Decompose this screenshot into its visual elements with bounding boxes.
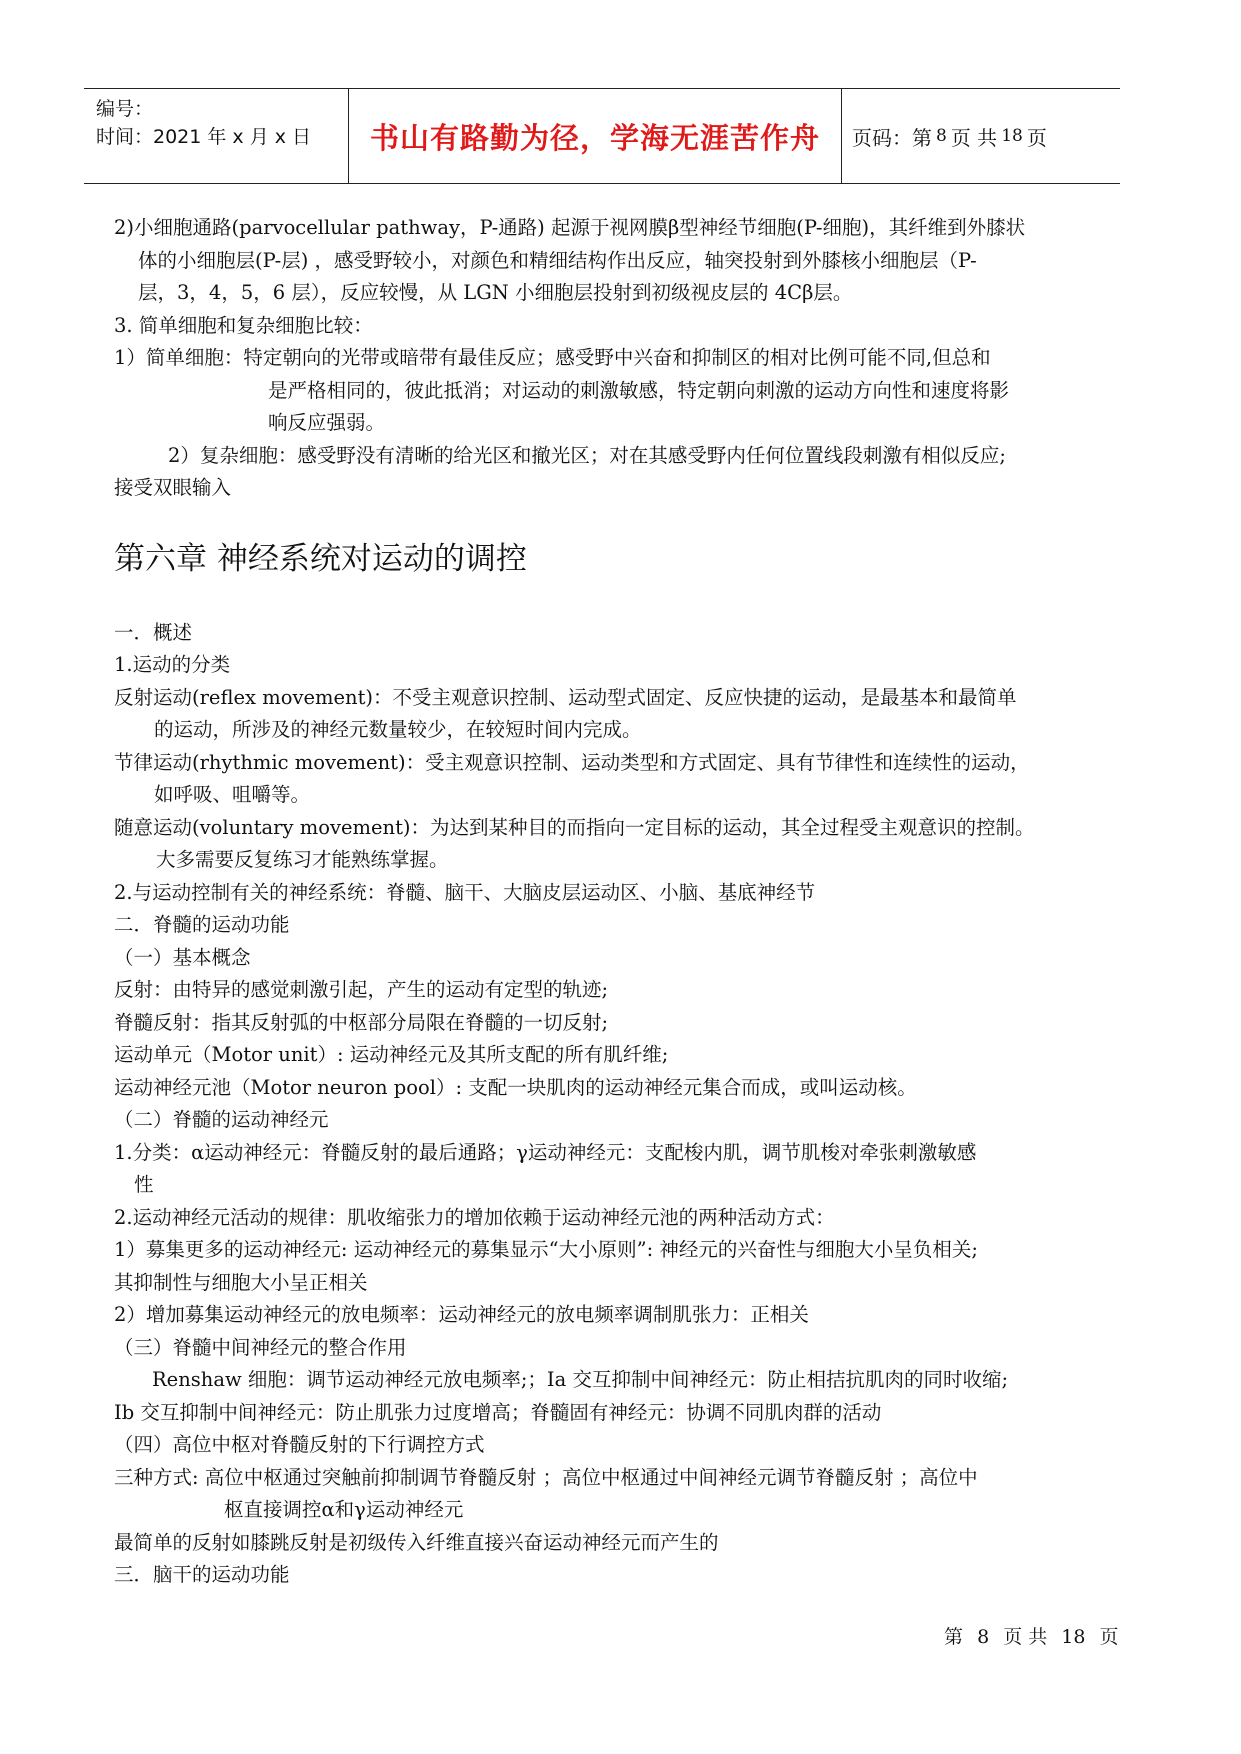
text-line: 2)小细胞通路(parvocellular pathway，P-通路) 起源于视网膜β型神经节细胞(P-细胞)，其纤维到外膝状 <box>114 216 1026 239</box>
subsection-heading: （三）脊髓中间神经元的整合作用 <box>114 1335 407 1359</box>
text-line: 如呼吸、咀嚼等。 <box>154 783 311 806</box>
header-page-suffix: 页 <box>1026 125 1047 150</box>
text-line: 的运动，所涉及的神经元数量较少，在较短时间内完成。 <box>154 718 642 741</box>
text-line: 大多需要反复练习才能熟练掌握。 <box>156 848 449 871</box>
section-heading: 一．概述 <box>114 620 193 644</box>
text-line: 运动神经元池（Motor neuron pool）: 支配一块肌肉的运动神经元集合而成，或叫运动核。 <box>114 1075 917 1099</box>
footer-page-number: 8 <box>977 1626 990 1648</box>
section-heading: 三．脑干的运动功能 <box>114 1563 290 1586</box>
text-line: 三种方式: 高位中枢通过突触前抑制调节脊髓反射 ；高位中枢通过中间神经元调节脊髓反射 ；高位中 <box>114 1465 978 1489</box>
header-page-total: 18 <box>1001 126 1023 146</box>
text-line: 1）简单细胞：特定朝向的光带或暗带有最佳反应；感受野中兴奋和抑制区的相对比例可能不同,但总和 <box>114 346 991 369</box>
text-line: 2.与运动控制有关的神经系统：脊髓、脑干、大脑皮层运动区、小脑、基底神经节 <box>114 880 816 904</box>
subsection-heading: （一）基本概念 <box>114 945 251 969</box>
text-line: 体的小细胞层(P-层) ，感受野较小，对颜色和精细结构作出反应，轴突投射到外膝核小细胞层（P- <box>138 248 977 272</box>
subsection-heading: （二）脊髓的运动神经元 <box>114 1108 329 1131</box>
text-line: 是严格相同的，彼此抵消；对运动的刺激敏感，特定朝向刺激的运动方向性和速度将影 <box>268 378 1010 402</box>
text-line: 1.分类：α运动神经元：脊髓反射的最后通路；γ运动神经元：支配梭内肌，调节肌梭对牵张刺激敏感 <box>114 1140 977 1164</box>
text-line: 最简单的反射如膝跳反射是初级传入纤维直接兴奋运动神经元而产生的 <box>114 1530 719 1554</box>
text-line: 运动单元（Motor unit）: 运动神经元及其所支配的所有肌纤维; <box>114 1043 669 1066</box>
text-line: 节律运动(rhythmic movement)：受主观意识控制、运动类型和方式固定、具有节律性和连续性的运动， <box>114 750 1030 774</box>
header-page-prefix: 页码：第 <box>852 125 932 150</box>
header-page-mid: 页 共 <box>950 125 998 150</box>
header-meta <box>96 95 311 151</box>
text-line: 层，3，4，5，6 层），反应较慢，从 LGN 小细胞层投射到初级视皮层的 4Cβ层。 <box>138 281 853 304</box>
header-page-info <box>852 89 1047 183</box>
text-line: 脊髓反射：指其反射弧的中枢部分局限在脊髓的一切反射; <box>114 1010 609 1034</box>
footer-page-total: 18 <box>1061 1626 1086 1648</box>
text-line: 随意运动(voluntary movement)：为达到某种目的而指向一定目标的运动，其全过程受主观意识的控制。 <box>114 815 1035 839</box>
date-label: 时间：2021 年 x 月 x 日 <box>96 126 312 148</box>
text-line: 反射运动(reflex movement)：不受主观意识控制、运动型式固定、反应快捷的运动，是最基本和最简单 <box>114 685 1017 709</box>
text-line: 1.运动的分类 <box>114 653 231 676</box>
header-motto: 书山有路勤为径，学海无涯苦作舟 <box>348 89 842 183</box>
text-line: 性 <box>134 1173 154 1196</box>
page-footer <box>940 1622 1123 1649</box>
text-line: 响反应强弱。 <box>268 411 386 434</box>
text-line: 枢直接调控α和γ运动神经元 <box>224 1498 464 1521</box>
text-line: Ib 交互抑制中间神经元：防止肌张力过度增高；脊髓固有神经元：协调不同肌肉群的活动 <box>114 1400 882 1424</box>
header-page-number: 8 <box>936 126 947 146</box>
text-line: 反射：由特异的感觉刺激引起，产生的运动有定型的轨迹; <box>114 978 609 1001</box>
text-line: 2）复杂细胞：感受野没有清晰的给光区和撤光区；对在其感受野内任何位置线段刺激有相似反应; <box>168 443 1006 467</box>
footer-mid: 页 共 <box>1003 1626 1048 1648</box>
text-line: 1）募集更多的运动神经元: 运动神经元的募集显示“大小原则”: 神经元的兴奋性与细胞大小呈负相关; <box>114 1238 978 1261</box>
text-line: Renshaw 细胞：调节运动神经元放电频率;；Ia 交互抑制中间神经元：防止相拮抗肌肉的同时收缩; <box>152 1368 1009 1391</box>
document-body <box>114 212 1104 1592</box>
text-line: 2.运动神经元活动的规律：肌收缩张力的增加依赖于运动神经元池的两种活动方式： <box>114 1205 835 1229</box>
section-heading: 二．脊髓的运动功能 <box>114 913 290 936</box>
subsection-heading: （四）高位中枢对脊髓反射的下行调控方式 <box>114 1433 485 1456</box>
text-line: 2）增加募集运动神经元的放电频率：运动神经元的放电频率调制肌张力：正相关 <box>114 1303 809 1326</box>
text-line: 接受双眼输入 <box>114 476 232 499</box>
footer-prefix: 第 <box>944 1626 964 1648</box>
footer-suffix: 页 <box>1099 1626 1119 1648</box>
chapter-heading: 第六章 神经系统对运动的调控 <box>114 540 527 577</box>
serial-number-label: 编号： <box>96 98 154 120</box>
page-header <box>84 88 1120 184</box>
text-line: 3. 简单细胞和复杂细胞比较： <box>114 313 373 337</box>
text-line: 其抑制性与细胞大小呈正相关 <box>114 1270 368 1294</box>
